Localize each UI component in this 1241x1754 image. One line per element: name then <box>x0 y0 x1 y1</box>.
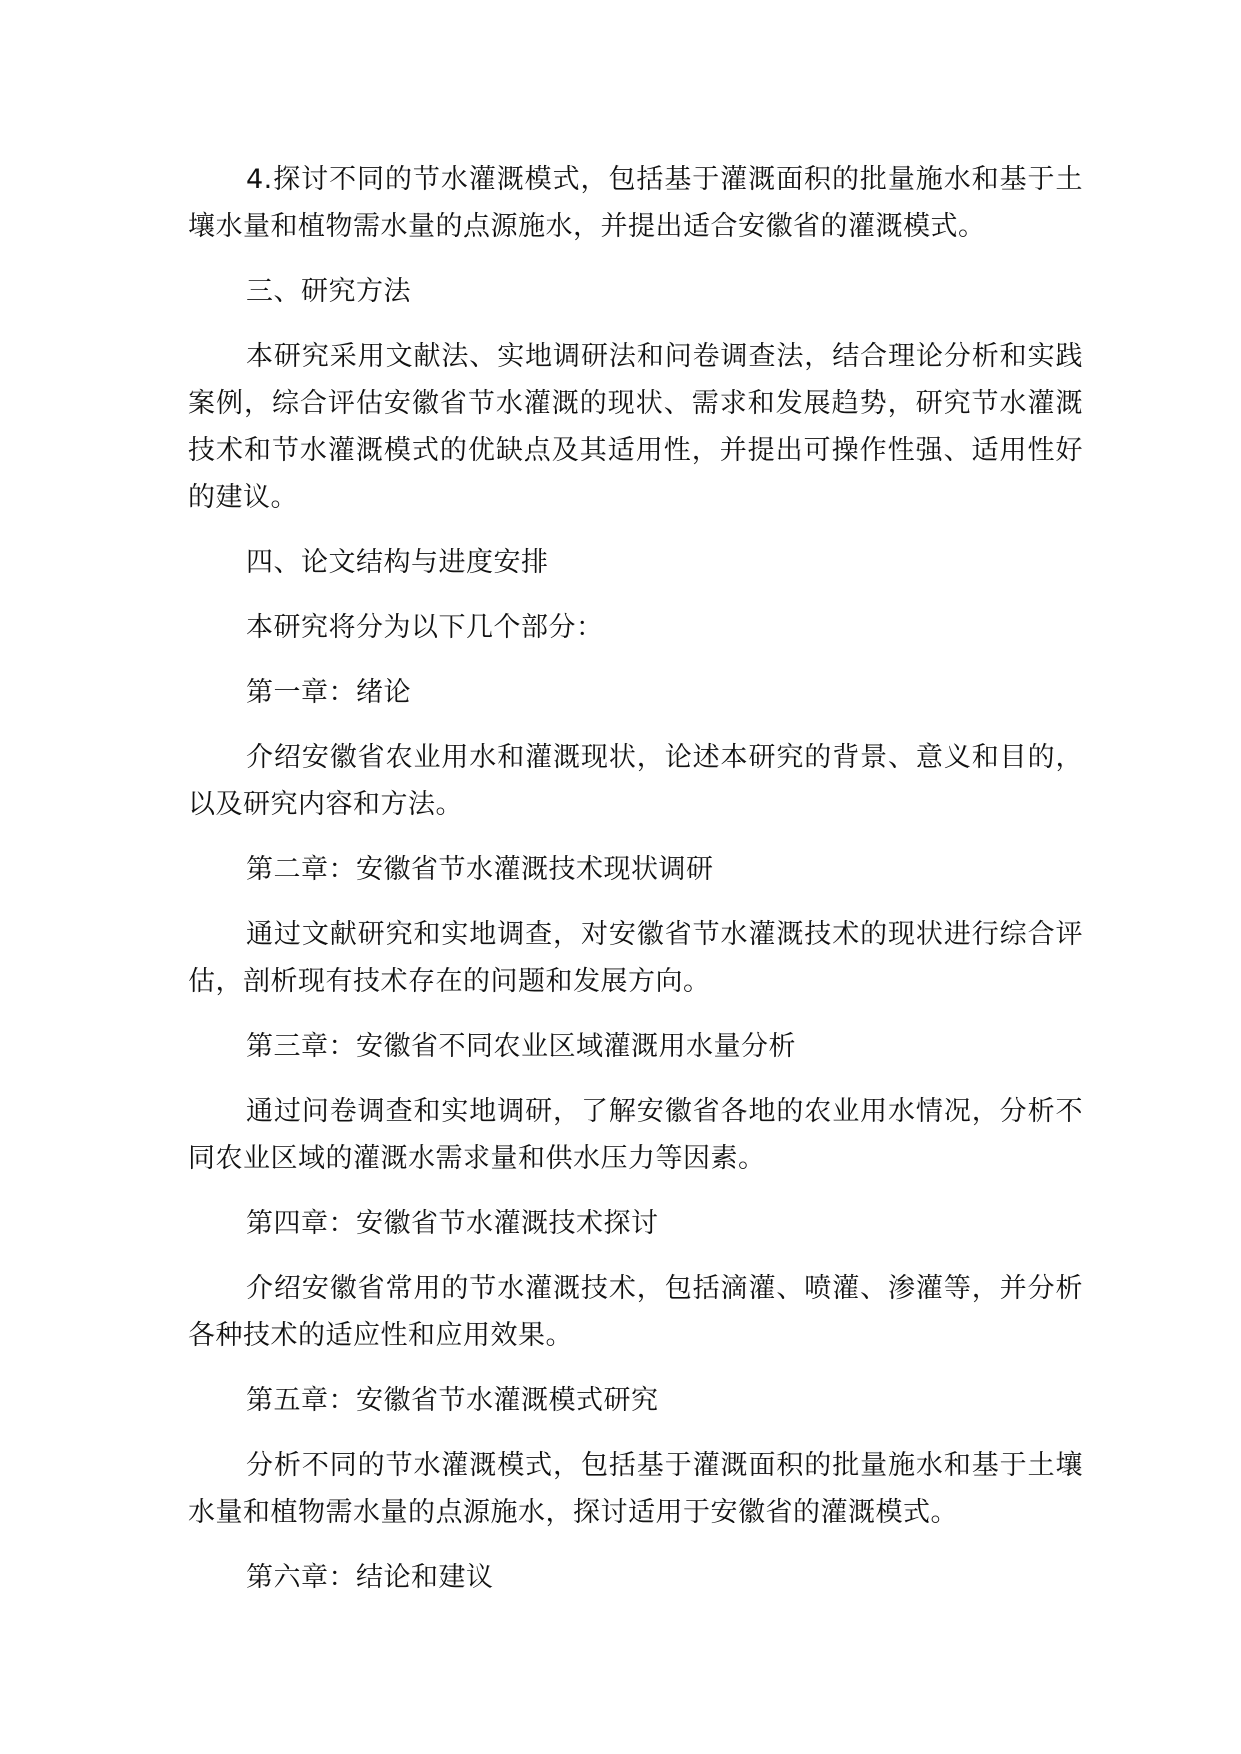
paragraph-methods: 本研究采用文献法、实地调研法和问卷调查法，结合理论分析和实践案例，综合评估安徽省节水灌溉的现状、需求和发展趋势，研究节水灌溉技术和节水灌溉模式的优缺点及其适用性，并提出可操作性强、适用性好的建议。 <box>188 341 1083 513</box>
document-body <box>188 156 1083 1619</box>
chapter-heading-2: 第二章：安徽省节水灌溉技术现状调研 <box>246 854 714 885</box>
chapter-heading-6: 第六章：结论和建议 <box>246 1562 494 1593</box>
paragraph-structure-intro: 本研究将分为以下几个部分： <box>246 612 604 643</box>
section-heading-methods: 三、研究方法 <box>246 276 411 307</box>
chapter-5-description: 分析不同的节水灌溉模式，包括基于灌溉面积的批量施水和基于土壤水量和植物需水量的点源施水，探讨适用于安徽省的灌溉模式。 <box>188 1450 1083 1528</box>
chapter-heading-3: 第三章：安徽省不同农业区域灌溉用水量分析 <box>246 1031 796 1062</box>
chapter-heading-1: 第一章：绪论 <box>246 677 411 708</box>
chapter-3-description: 通过问卷调查和实地调研，了解安徽省各地的农业用水情况，分析不同农业区域的灌溉水需求量和供水压力等因素。 <box>188 1096 1083 1174</box>
chapter-1-description: 介绍安徽省农业用水和灌溉现状，论述本研究的背景、意义和目的，以及研究内容和方法。 <box>188 742 1083 820</box>
chapter-heading-5: 第五章：安徽省节水灌溉模式研究 <box>246 1385 659 1416</box>
chapter-4-description: 介绍安徽省常用的节水灌溉技术，包括滴灌、喷灌、渗灌等，并分析各种技术的适应性和应用效果。 <box>188 1273 1083 1351</box>
paragraph-objective-4: 4.探讨不同的节水灌溉模式，包括基于灌溉面积的批量施水和基于土壤水量和植物需水量的点源施水，并提出适合安徽省的灌溉模式。 <box>188 164 1083 242</box>
chapter-heading-4: 第四章：安徽省节水灌溉技术探讨 <box>246 1208 659 1239</box>
section-heading-structure: 四、论文结构与进度安排 <box>246 547 549 578</box>
chapter-2-description: 通过文献研究和实地调查，对安徽省节水灌溉技术的现状进行综合评估，剖析现有技术存在的问题和发展方向。 <box>188 919 1083 997</box>
